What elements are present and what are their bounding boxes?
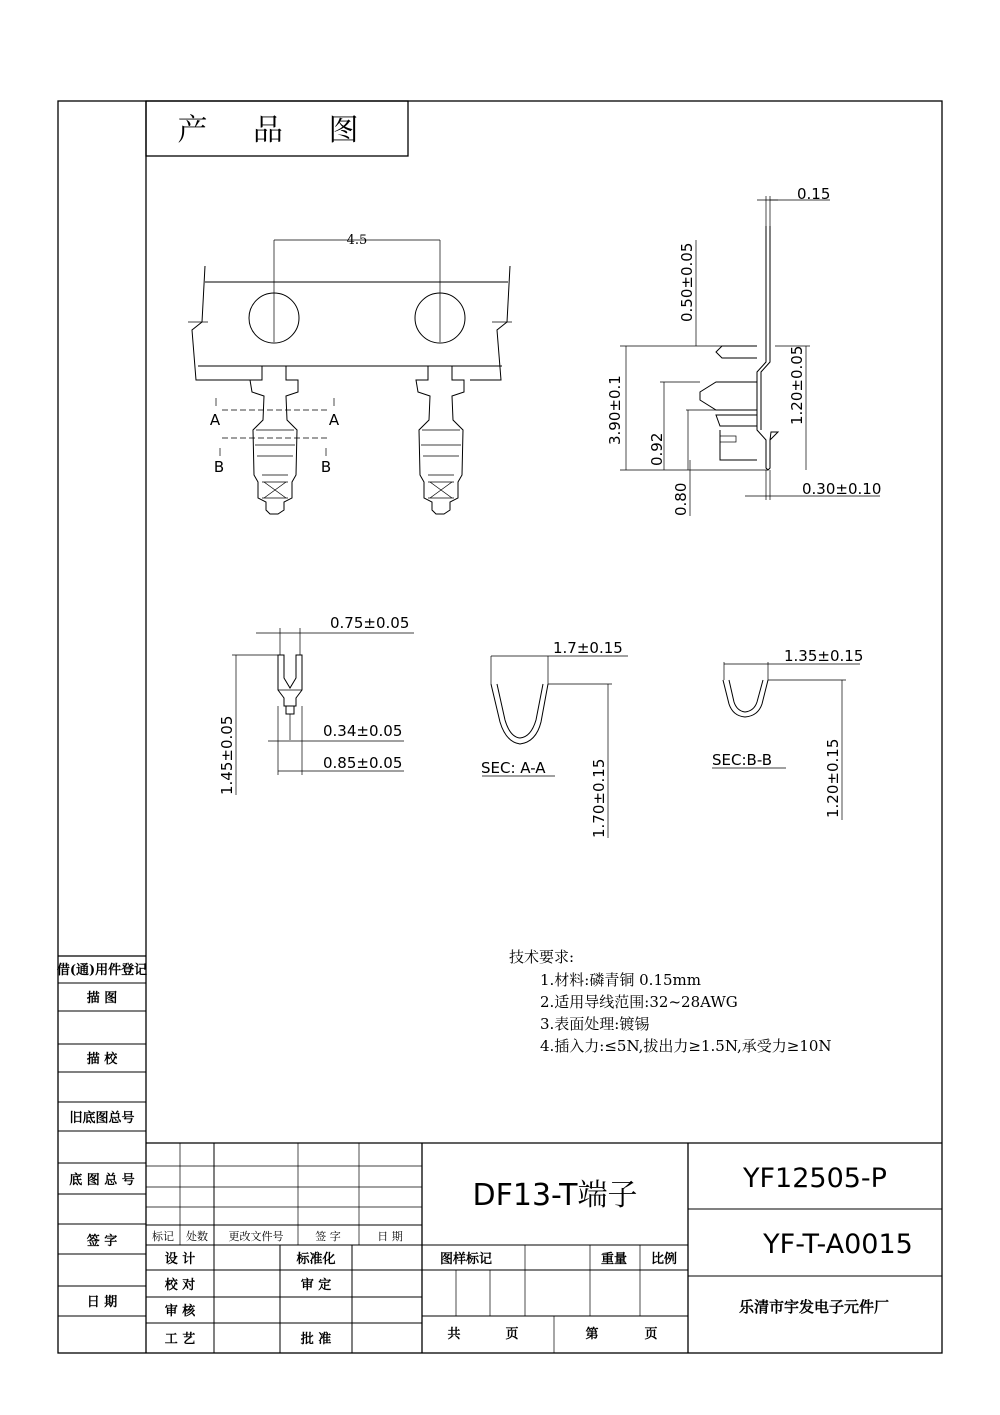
header-date: 日 期	[377, 1230, 403, 1243]
dim-thickness: 0.15	[797, 185, 831, 203]
header-sign: 签 字	[315, 1230, 341, 1243]
tech-item: 1.材料:磷青铜 0.15mm	[540, 971, 701, 989]
terminal-left	[250, 366, 298, 514]
side-date-label: 日 期	[86, 1295, 118, 1310]
drawing-number: YF12505-P	[743, 1163, 887, 1194]
dim-w2: 0.34±0.05	[323, 722, 403, 740]
section-a-view	[481, 639, 628, 838]
role-approve-final: 审 定	[300, 1278, 332, 1293]
role-design: 设 计	[164, 1252, 196, 1267]
side-view	[606, 185, 881, 516]
terminal-right	[416, 366, 464, 514]
section-b-view	[712, 647, 863, 820]
role-standard: 标准化	[296, 1252, 336, 1267]
drawing-mark-label: 图样标记	[439, 1252, 493, 1267]
role-process: 工 艺	[164, 1332, 196, 1347]
dim-tip: 0.30±0.10	[802, 480, 882, 498]
dim-bottom: 0.80	[672, 482, 690, 516]
total-pages-label: 页	[505, 1327, 519, 1342]
page-title: 产 品 图	[177, 113, 377, 148]
dim-low: 0.92	[648, 432, 666, 466]
tech-item: 2.适用导线范围:32~28AWG	[540, 993, 738, 1011]
role-approve: 批 准	[300, 1332, 332, 1347]
side-draw-label: 描 图	[86, 991, 118, 1006]
page-label: 页	[644, 1327, 658, 1342]
side-old-no-label: 旧底图总号	[69, 1111, 135, 1126]
header-mark: 标记	[152, 1230, 174, 1243]
strip-view	[188, 233, 512, 514]
dim-pitch: 4.5	[346, 233, 368, 248]
dim-sec-b-height: 1.20±0.15	[824, 738, 842, 818]
title-block	[146, 1143, 942, 1353]
header-change-doc: 更改文件号	[228, 1230, 284, 1243]
section-b-label: SEC:B-B	[712, 751, 772, 769]
dim-height: 3.90±0.1	[606, 375, 624, 445]
section-mark-a-right: A	[328, 411, 340, 429]
total-label: 共	[447, 1327, 461, 1342]
dim-w3: 0.85±0.05	[323, 754, 403, 772]
dim-w1: 0.75±0.05	[330, 614, 410, 632]
section-mark-a-left: A	[209, 411, 221, 429]
role-review: 审 核	[164, 1304, 196, 1319]
side-register	[57, 956, 147, 1316]
role-proofread: 校 对	[164, 1278, 196, 1293]
side-register-label: 借(通)用件登记	[56, 963, 148, 978]
dim-sec-a-height: 1.70±0.15	[590, 758, 608, 838]
header-count: 处数	[186, 1230, 208, 1243]
tech-item: 4.插入力:≤5N,拔出力≥1.5N,承受力≥10N	[540, 1037, 832, 1055]
dim-top-tab: 0.50±0.05	[678, 242, 696, 322]
tech-requirements	[509, 948, 832, 1055]
part-name: DF13-T端子	[472, 1178, 638, 1213]
side-check-label: 描 校	[86, 1052, 118, 1067]
tech-title: 技术要求:	[509, 948, 575, 966]
title-box	[146, 101, 408, 156]
tech-item: 3.表面处理:镀锡	[540, 1015, 650, 1033]
product-code: YF-T-A0015	[763, 1229, 913, 1260]
side-sign-label: 签 字	[86, 1234, 118, 1249]
section-a-label: SEC: A-A	[481, 759, 546, 777]
ratio-label: 比例	[650, 1252, 678, 1267]
section-mark-b-left: B	[213, 458, 225, 476]
dim-sec-a-width: 1.7±0.15	[553, 639, 623, 657]
page-no-label: 第	[585, 1327, 599, 1342]
weight-label: 重量	[600, 1252, 628, 1267]
dim-h1: 1.45±0.05	[218, 715, 236, 795]
dim-sec-b-width: 1.35±0.15	[784, 647, 864, 665]
side-base-no-label: 底 图 总 号	[69, 1173, 135, 1188]
small-view	[218, 614, 414, 795]
dim-mid: 1.20±0.05	[788, 345, 806, 425]
section-mark-b-right: B	[320, 458, 332, 476]
company-name: 乐清市宇发电子元件厂	[738, 1298, 890, 1316]
